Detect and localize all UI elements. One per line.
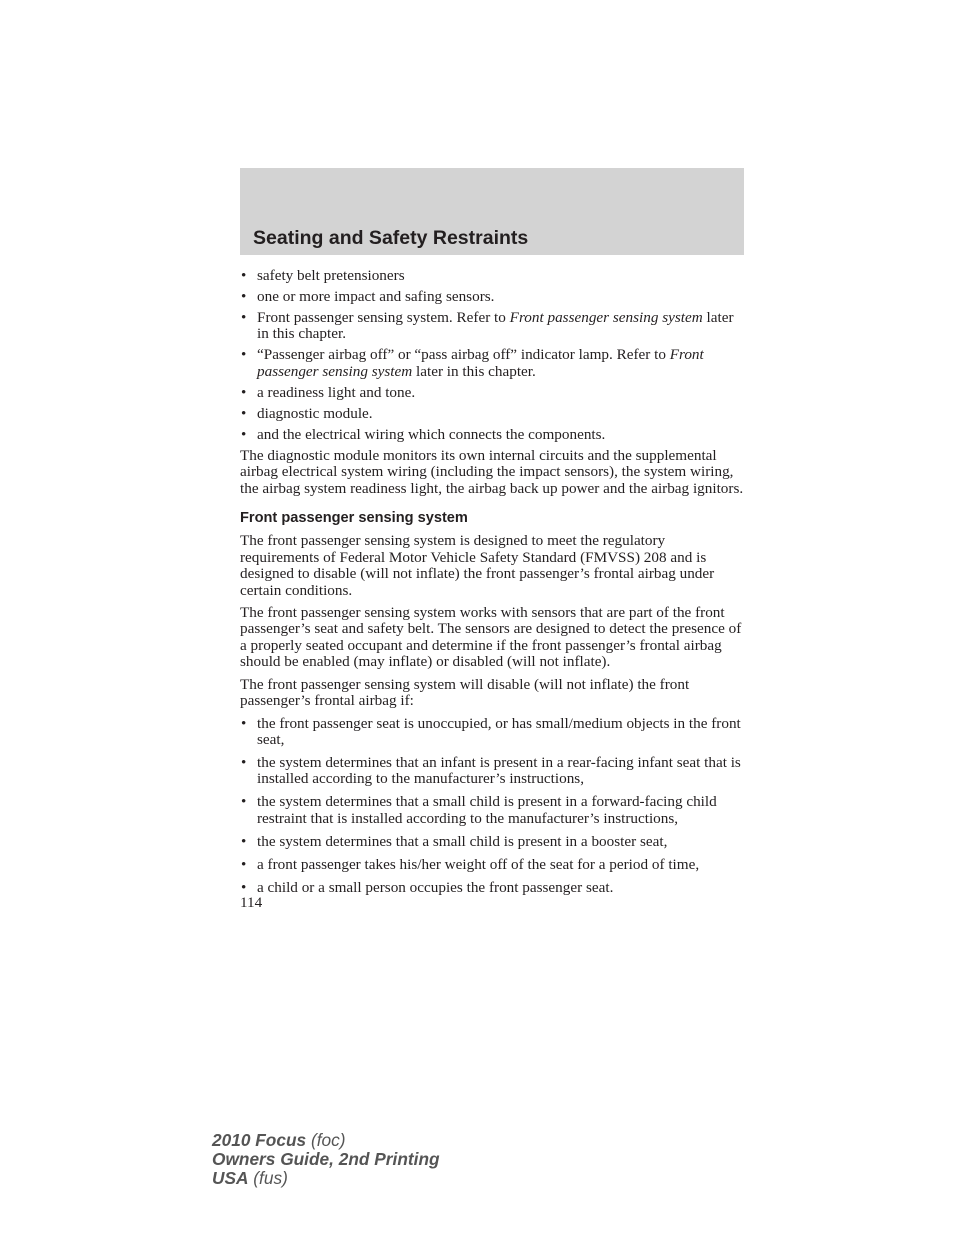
conditions-list [240, 716, 744, 897]
bullet-icon: • [241, 346, 247, 364]
bullet-icon: • [241, 714, 247, 732]
bullet-icon: • [241, 753, 247, 771]
list-item: • one or more impact and safing sensors. [241, 288, 495, 305]
bullet-icon: • [241, 793, 247, 811]
body-paragraph: The front passenger sensing system will disable (will not inflate) the front passenger’s frontal airbag if: [240, 675, 690, 710]
section-heading: Front passenger sensing system [240, 510, 468, 527]
cross-reference: Front passenger sensing system [257, 346, 704, 380]
list-item: • a child or a small person occupies the front passenger seat. [241, 878, 614, 896]
footer-printing-line: Owners Guide, 2nd Printing [212, 1149, 440, 1169]
footer-model-line: 2010 Focus (foc) [212, 1130, 346, 1150]
bullet-icon: • [241, 288, 247, 305]
components-list [240, 268, 744, 443]
diagnostic-paragraph: The diagnostic module monitors its own internal circuits and the supplemental airbag electrical system wiring (including the impact sensors), the system wiring, the airbag system readiness light, the airbag back up power and the airbag ignitors. [240, 446, 744, 497]
footer [212, 1131, 440, 1188]
bullet-icon: • [241, 855, 247, 873]
body-paragraph: The front passenger sensing system is designed to meet the regulatory requirements of Federal Motor Vehicle Safety Standard (FMVSS) 208 and is designed to disable (will not inflate) the front passenger’s frontal airbag under certain conditions. [240, 532, 715, 599]
list-item: • “Passenger airbag off” or “pass airbag off” indicator lamp. Refer to Front passenger sensing system later in this chapter. [241, 346, 704, 380]
bullet-icon: • [241, 309, 247, 326]
list-item: • the system determines that a small child is present in a forward-facing child restraint that is installed according to the manufacturer’s instructions, [241, 793, 717, 827]
cross-reference: Front passenger sensing system [509, 309, 703, 326]
bullet-icon: • [241, 425, 247, 443]
list-item: • the system determines that a small child is present in a booster seat, [241, 832, 668, 850]
bullet-icon: • [241, 878, 247, 896]
list-item: • safety belt pretensioners [241, 267, 405, 284]
list-item: • a front passenger takes his/her weight off of the seat for a period of time, [241, 855, 700, 873]
list-item: • the front passenger seat is unoccupied, or has small/medium objects in the front seat, [241, 714, 741, 748]
list-item: • a readiness light and tone. [241, 383, 416, 401]
footer-region-line: USA (fus) [212, 1168, 288, 1188]
bullet-icon: • [241, 832, 247, 850]
page-title: Seating and Safety Restraints [253, 227, 529, 249]
list-item: • diagnostic module. [241, 404, 373, 422]
page-number: 114 [240, 894, 263, 912]
bullet-icon: • [241, 383, 247, 401]
list-item: • Front passenger sensing system. Refer to Front passenger sensing system later in this chapter. [241, 309, 734, 343]
list-item: • and the electrical wiring which connects the components. [241, 425, 606, 443]
bullet-icon: • [241, 404, 247, 422]
body-paragraph: The front passenger sensing system works with sensors that are part of the front passenger’s seat and safety belt. The sensors are designed to detect the presence of a properly seated occupant and determine if the front passenger’s frontal airbag should be enabled (may inflate) or disabled (will not inflate). [240, 604, 742, 671]
list-item: • the system determines that an infant is present in a rear-facing infant seat that is installed according to the manufacturer’s instructions, [241, 753, 741, 788]
page-content [240, 268, 744, 912]
bullet-icon: • [241, 267, 247, 284]
